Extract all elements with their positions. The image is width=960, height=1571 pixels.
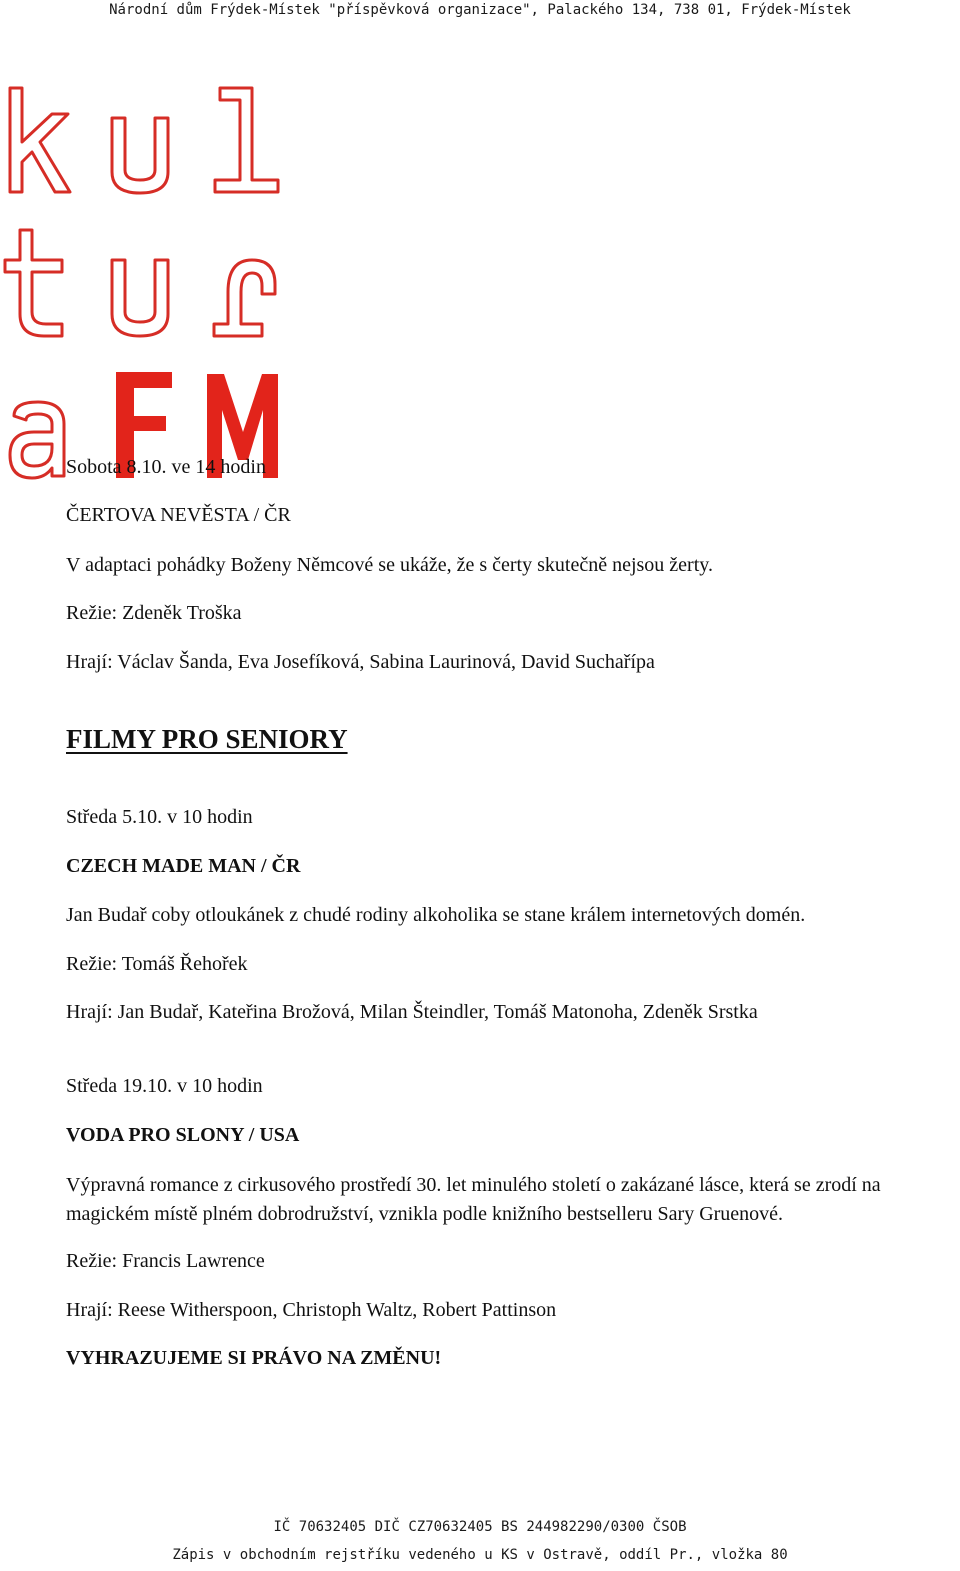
logo-letter-r xyxy=(214,260,275,336)
event3-datetime: Středa 19.10. v 10 hodin xyxy=(66,1075,263,1097)
footer-registry: Zápis v obchodním rejstříku vedeného u KS v Ostravě, oddíl Pr., vložka 80 xyxy=(172,1547,788,1563)
disclaimer: VYHRAZUJEME SI PRÁVO NA ZMĚNU! xyxy=(66,1347,442,1369)
event2-cast: Hrají: Jan Budař, Kateřina Brožová, Milan Šteindler, Tomáš Matonoha, Zdeněk Srstka xyxy=(66,1001,758,1023)
organization-header: Národní dům Frýdek-Místek "příspěvková organizace", Palackého 134, 738 01, Frýdek-Místek xyxy=(109,2,851,18)
event3-title: VODA PRO SLONY / USA xyxy=(66,1124,300,1146)
logo-letter-t xyxy=(5,230,62,336)
logo-letter-u xyxy=(112,118,168,193)
logo-letter-a xyxy=(10,402,64,478)
section-heading-seniors: FILMY PRO SENIORY xyxy=(66,724,348,754)
footer-ids: IČ 70632405 DIČ CZ70632405 BS 244982290/0300 ČSOB xyxy=(273,1519,687,1535)
event1-director: Režie: Zdeněk Troška xyxy=(66,602,242,624)
event2-director: Režie: Tomáš Řehořek xyxy=(66,953,248,975)
logo-letter-k xyxy=(10,88,70,192)
event1-title: ČERTOVA NEVĚSTA / ČR xyxy=(66,504,291,526)
event2-description: Jan Budař coby otloukánek z chudé rodiny alkoholika se stane králem internetových domén. xyxy=(66,904,806,926)
event2-title: CZECH MADE MAN / ČR xyxy=(66,855,301,877)
event2-datetime: Středa 5.10. v 10 hodin xyxy=(66,806,253,828)
event1-cast: Hrají: Václav Šanda, Eva Josefíková, Sabina Laurinová, David Suchařípa xyxy=(66,651,655,673)
event3-description-line1: Výpravná romance z cirkusového prostředí 30. let minulého století o zakázané lásce, která se zrodí na xyxy=(66,1174,881,1196)
event3-cast: Hrají: Reese Witherspoon, Christoph Waltz, Robert Pattinson xyxy=(66,1299,557,1321)
kultura-fm-logo xyxy=(0,80,290,490)
logo-letter-u-2 xyxy=(112,260,168,336)
logo-letter-l xyxy=(215,88,278,192)
event3-description xyxy=(66,1171,958,1229)
event1-datetime: Sobota 8.10. ve 14 hodin xyxy=(66,456,266,478)
event3-director: Režie: Francis Lawrence xyxy=(66,1250,265,1272)
event1-description: V adaptaci pohádky Boženy Němcové se ukáže, že s čerty skutečně nejsou žerty. xyxy=(66,554,713,576)
event3-description-line2: magickém místě plném dobrodružství, vznikla podle knižního bestselleru Sary Gruenové. xyxy=(66,1203,784,1225)
